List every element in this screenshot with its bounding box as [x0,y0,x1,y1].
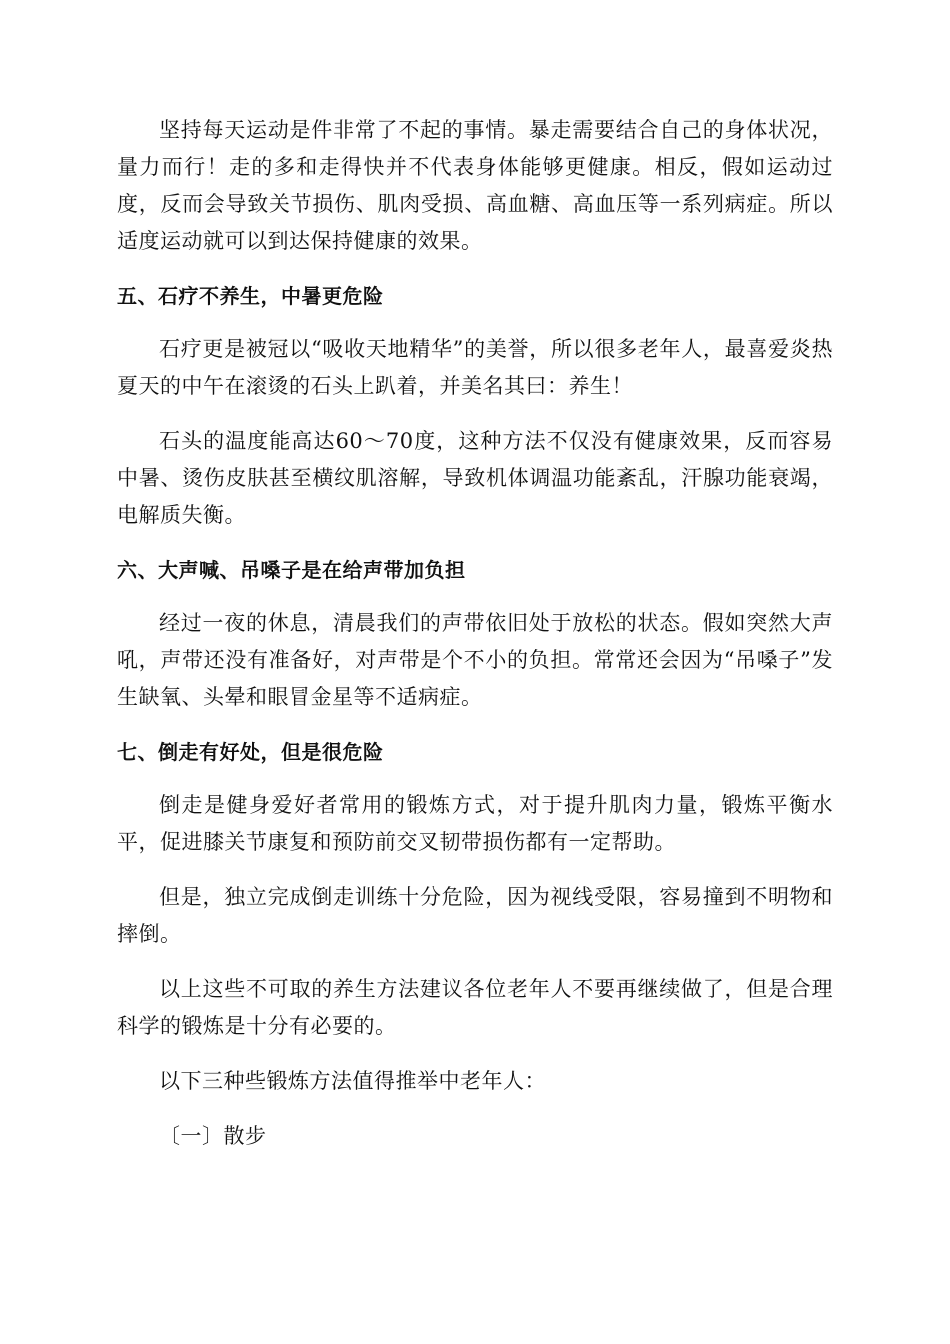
paragraph-conclusion: 以上这些不可取的养生方法建议各位老年人不要再继续做了，但是合理科学的锻炼是十分有必要的。 [117,977,833,1038]
section-heading-walking-backward: 七、倒走有好处，但是很危险 [117,740,384,764]
paragraph-stone-therapy-intro: 石疗更是被冠以“吸收天地精华”的美誉，所以很多老年人，最喜爱炎热夏天的中午在滚烫的石头上趴着，并美名其曰：养生！ [117,337,833,398]
section-heading-stone-therapy: 五、石疗不养生，中暑更危险 [117,284,384,308]
paragraph-walking-backward-benefit: 倒走是健身爱好者常用的锻炼方式，对于提升肌肉力量，锻炼平衡水平，促进膝关节康复和预防前交叉韧带损伤都有一定帮助。 [117,793,833,854]
paragraph-exercise-moderation: 坚持每天运动是件非常了不起的事情。暴走需要结合自己的身体状况，量力而行！走的多和走得快并不代表身体能够更健康。相反，假如运动过度，反而会导致关节损伤、肌肉受损、高血糖、高血压等一系列病症。所以适度运动就可以到达保持健康的效果。 [117,118,833,253]
document-body [117,112,833,1173]
section-heading-shouting: 六、大声喊、吊嗓子是在给声带加负担 [117,558,466,582]
paragraph-shouting-risk: 经过一夜的休息，清晨我们的声带依旧处于放松的状态。假如突然大声吼，声带还没有准备好，对声带是个不小的负担。常常还会因为“吊嗓子”发生缺氧、头晕和眼冒金星等不适病症。 [117,611,833,709]
paragraph-stone-therapy-risk: 石头的温度能高达60～70度，这种方法不仅没有健康效果，反而容易中暑、烫伤皮肤甚至横纹肌溶解，导致机体调温功能紊乱，汗腺功能衰竭，电解质失衡。 [117,429,833,527]
paragraph-recommendation-intro: 以下三种些锻炼方法值得推举中老年人： [159,1069,546,1093]
list-item-walking: 〔一〕散步 [159,1124,267,1148]
paragraph-walking-backward-risk: 但是，独立完成倒走训练十分危险，因为视线受限，容易撞到不明物和摔倒。 [117,885,833,946]
